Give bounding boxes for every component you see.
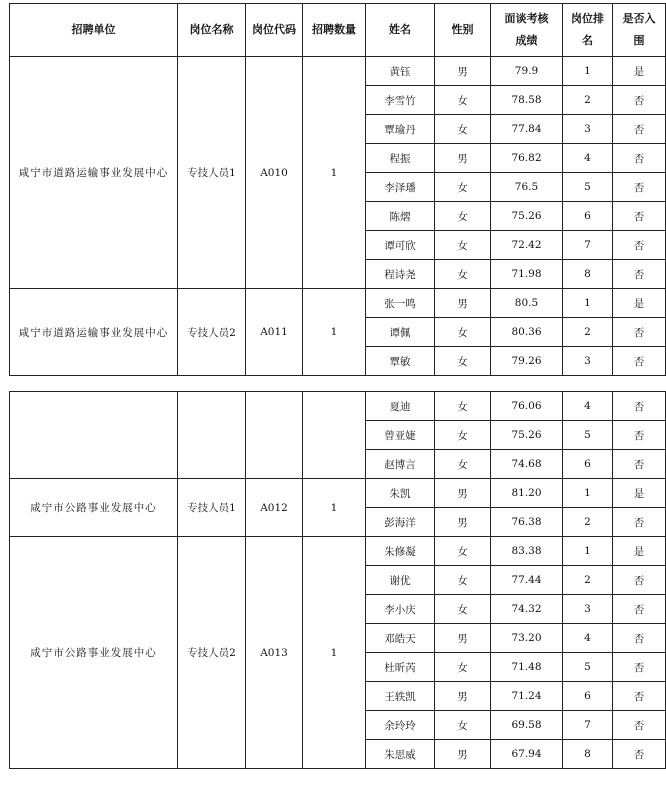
name-cell: 谭可欣 (366, 231, 435, 260)
count-cell: 1 (303, 289, 366, 376)
name-cell: 李雪竹 (366, 86, 435, 115)
name-cell: 覃瑜丹 (366, 115, 435, 144)
sex-cell: 女 (435, 260, 491, 289)
header-count: 招聘数量 (303, 4, 366, 57)
table-row (10, 289, 666, 318)
selected-cell: 否 (613, 347, 666, 376)
rank-cell: 8 (563, 260, 613, 289)
name-cell: 程诗尧 (366, 260, 435, 289)
unit-cell: 咸宁市公路事业发展中心 (10, 537, 178, 769)
results-table-page-1 (9, 3, 666, 376)
selected-cell: 是 (613, 537, 666, 566)
selected-cell: 否 (613, 392, 666, 421)
sex-cell: 女 (435, 115, 491, 144)
sex-cell: 女 (435, 392, 491, 421)
unit-cell: 咸宁市公路事业发展中心 (10, 479, 178, 537)
rank-cell: 4 (563, 144, 613, 173)
rank-cell: 4 (563, 624, 613, 653)
rank-cell: 1 (563, 537, 613, 566)
selected-cell: 否 (613, 115, 666, 144)
rank-cell: 2 (563, 508, 613, 537)
post-cell: 专技人员1 (178, 479, 246, 537)
score-cell: 77.84 (491, 115, 563, 144)
score-cell: 76.5 (491, 173, 563, 202)
page-gap (0, 383, 650, 391)
count-cell: 1 (303, 479, 366, 537)
selected-cell: 否 (613, 144, 666, 173)
selected-cell: 否 (613, 711, 666, 740)
rank-cell: 3 (563, 115, 613, 144)
selected-cell: 否 (613, 508, 666, 537)
selected-cell: 否 (613, 318, 666, 347)
rank-cell: 5 (563, 653, 613, 682)
score-cell: 71.24 (491, 682, 563, 711)
post-cell (178, 392, 246, 479)
score-cell: 73.20 (491, 624, 563, 653)
name-cell: 朱凯 (366, 479, 435, 508)
rank-cell: 1 (563, 479, 613, 508)
score-cell: 81.20 (491, 479, 563, 508)
score-cell: 74.68 (491, 450, 563, 479)
name-cell: 谭佩 (366, 318, 435, 347)
name-cell: 朱思威 (366, 740, 435, 769)
unit-cell: 咸宁市道路运输事业发展中心 (10, 57, 178, 289)
score-cell: 80.36 (491, 318, 563, 347)
selected-cell: 否 (613, 260, 666, 289)
sex-cell: 女 (435, 421, 491, 450)
sex-cell: 男 (435, 740, 491, 769)
sex-cell: 男 (435, 144, 491, 173)
name-cell: 谢优 (366, 566, 435, 595)
sex-cell: 女 (435, 347, 491, 376)
name-cell: 李小庆 (366, 595, 435, 624)
rank-cell: 1 (563, 57, 613, 86)
rank-cell: 7 (563, 231, 613, 260)
name-cell: 覃敏 (366, 347, 435, 376)
table-row (10, 479, 666, 508)
score-cell: 75.26 (491, 421, 563, 450)
name-cell: 陈熠 (366, 202, 435, 231)
header-rank: 岗位排 名 (563, 4, 613, 57)
header-sex: 性别 (435, 4, 491, 57)
score-cell: 67.94 (491, 740, 563, 769)
sex-cell: 女 (435, 318, 491, 347)
score-cell: 80.5 (491, 289, 563, 318)
name-cell: 黄钰 (366, 57, 435, 86)
sex-cell: 女 (435, 566, 491, 595)
score-cell: 79.26 (491, 347, 563, 376)
score-cell: 71.48 (491, 653, 563, 682)
count-cell: 1 (303, 537, 366, 769)
code-cell: A012 (246, 479, 303, 537)
name-cell: 李泽璠 (366, 173, 435, 202)
sex-cell: 男 (435, 479, 491, 508)
score-cell: 71.98 (491, 260, 563, 289)
rank-cell: 3 (563, 595, 613, 624)
selected-cell: 否 (613, 173, 666, 202)
code-cell: A011 (246, 289, 303, 376)
name-cell: 程振 (366, 144, 435, 173)
selected-cell: 是 (613, 57, 666, 86)
name-cell: 朱修凝 (366, 537, 435, 566)
score-cell: 76.82 (491, 144, 563, 173)
name-cell: 曾亚婕 (366, 421, 435, 450)
table-row (10, 57, 666, 86)
selected-cell: 否 (613, 653, 666, 682)
selected-cell: 是 (613, 479, 666, 508)
rank-cell: 2 (563, 566, 613, 595)
rank-cell: 5 (563, 173, 613, 202)
sex-cell: 男 (435, 508, 491, 537)
score-cell: 78.58 (491, 86, 563, 115)
header-code: 岗位代码 (246, 4, 303, 57)
sex-cell: 女 (435, 537, 491, 566)
rank-cell: 6 (563, 682, 613, 711)
rank-cell: 1 (563, 289, 613, 318)
header-row (10, 4, 666, 57)
score-cell: 76.38 (491, 508, 563, 537)
name-cell: 余玲玲 (366, 711, 435, 740)
name-cell: 邓皓天 (366, 624, 435, 653)
sex-cell: 男 (435, 682, 491, 711)
selected-cell: 否 (613, 86, 666, 115)
results-table-page-2 (9, 391, 666, 769)
rank-cell: 4 (563, 392, 613, 421)
header-post: 岗位名称 (178, 4, 246, 57)
sex-cell: 女 (435, 173, 491, 202)
code-cell: A013 (246, 537, 303, 769)
count-cell (303, 392, 366, 479)
header-score: 面谈考核 成绩 (491, 4, 563, 57)
score-cell: 74.32 (491, 595, 563, 624)
rank-cell: 8 (563, 740, 613, 769)
selected-cell: 否 (613, 202, 666, 231)
sex-cell: 女 (435, 711, 491, 740)
header-unit: 招聘单位 (10, 4, 178, 57)
rank-cell: 5 (563, 421, 613, 450)
sex-cell: 女 (435, 231, 491, 260)
selected-cell: 否 (613, 682, 666, 711)
code-cell (246, 392, 303, 479)
header-selected: 是否入 围 (613, 4, 666, 57)
sex-cell: 女 (435, 202, 491, 231)
score-cell: 83.38 (491, 537, 563, 566)
sex-cell: 男 (435, 624, 491, 653)
post-cell: 专技人员2 (178, 537, 246, 769)
rank-cell: 2 (563, 318, 613, 347)
sex-cell: 女 (435, 653, 491, 682)
selected-cell: 否 (613, 421, 666, 450)
count-cell: 1 (303, 57, 366, 289)
score-cell: 72.42 (491, 231, 563, 260)
sex-cell: 女 (435, 595, 491, 624)
sex-cell: 女 (435, 450, 491, 479)
score-cell: 75.26 (491, 202, 563, 231)
selected-cell: 否 (613, 624, 666, 653)
sex-cell: 男 (435, 57, 491, 86)
selected-cell: 否 (613, 566, 666, 595)
post-cell: 专技人员1 (178, 57, 246, 289)
code-cell: A010 (246, 57, 303, 289)
score-cell: 69.58 (491, 711, 563, 740)
name-cell: 王轶凯 (366, 682, 435, 711)
selected-cell: 是 (613, 289, 666, 318)
score-cell: 76.06 (491, 392, 563, 421)
unit-cell: 咸宁市道路运输事业发展中心 (10, 289, 178, 376)
selected-cell: 否 (613, 595, 666, 624)
rank-cell: 2 (563, 86, 613, 115)
sex-cell: 女 (435, 86, 491, 115)
header-name: 姓名 (366, 4, 435, 57)
name-cell: 夏迪 (366, 392, 435, 421)
name-cell: 杜昕芮 (366, 653, 435, 682)
selected-cell: 否 (613, 450, 666, 479)
selected-cell: 否 (613, 740, 666, 769)
name-cell: 彭海洋 (366, 508, 435, 537)
unit-cell (10, 392, 178, 479)
name-cell: 赵博言 (366, 450, 435, 479)
score-cell: 79.9 (491, 57, 563, 86)
table-row (10, 537, 666, 566)
selected-cell: 否 (613, 231, 666, 260)
rank-cell: 6 (563, 202, 613, 231)
rank-cell: 6 (563, 450, 613, 479)
rank-cell: 3 (563, 347, 613, 376)
name-cell: 张一鸣 (366, 289, 435, 318)
score-cell: 77.44 (491, 566, 563, 595)
post-cell: 专技人员2 (178, 289, 246, 376)
sex-cell: 男 (435, 289, 491, 318)
table-row (10, 392, 666, 421)
rank-cell: 7 (563, 711, 613, 740)
